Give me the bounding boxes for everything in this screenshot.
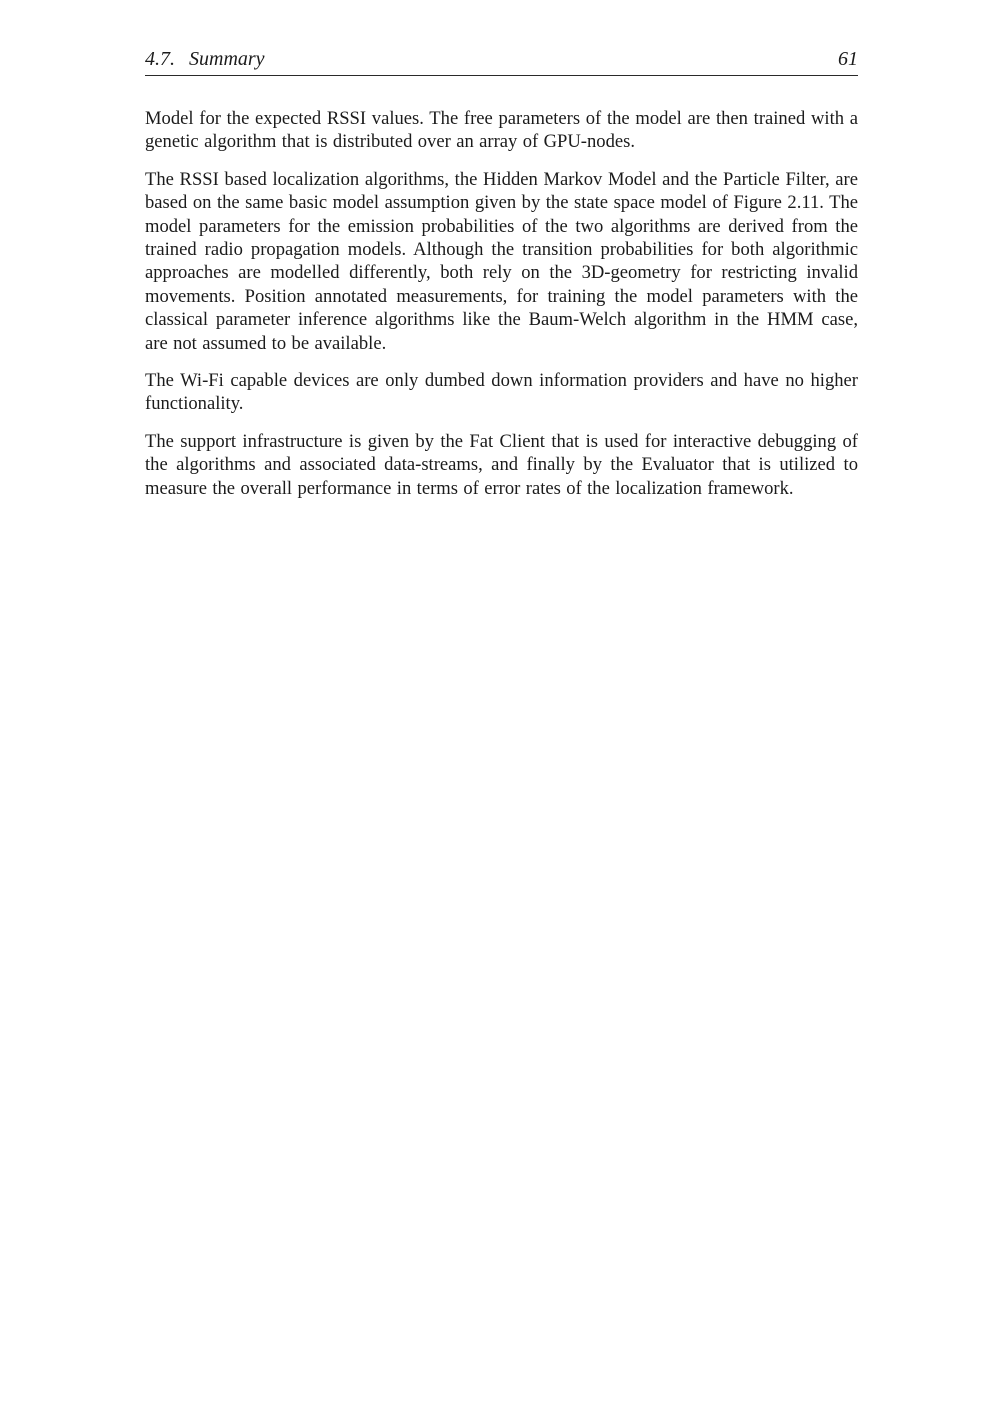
section-title: Summary	[189, 48, 265, 70]
section-number: 4.7.	[145, 48, 175, 70]
paragraph: The RSSI based localization algorithms, the Hidden Markov Model and the Particle Filter, are based on the same basic model assumption given by the state space model of Figure 2.11. The model parameters for the emission probabilities of the two algorithms are derived from the trained radio propagation models. Although the transition probabilities for both algorithmic approaches are modelled differently, both rely on the 3D-geometry for restricting invalid movements. Position annotated measurements, for training the model parameters with the classical parameter inference algorithms like the Baum-Welch algorithm in the HMM case, are not assumed to be available.	[145, 168, 858, 354]
paragraph: The support infrastructure is given by the Fat Client that is used for interactive debugging of the algorithms and associated data-streams, and finally by the Evaluator that is utilized to measure the overall performance in terms of error rates of the localization framework.	[145, 430, 858, 499]
page-number: 61	[838, 48, 858, 70]
page-body	[145, 107, 858, 500]
header-section	[145, 48, 265, 70]
paragraph: The Wi-Fi capable devices are only dumbed down information providers and have no higher functionality.	[145, 370, 858, 415]
paragraph: Model for the expected RSSI values. The free parameters of the model are then trained with a genetic algorithm that is distributed over an array of GPU-nodes.	[145, 108, 858, 153]
running-header	[145, 48, 858, 76]
